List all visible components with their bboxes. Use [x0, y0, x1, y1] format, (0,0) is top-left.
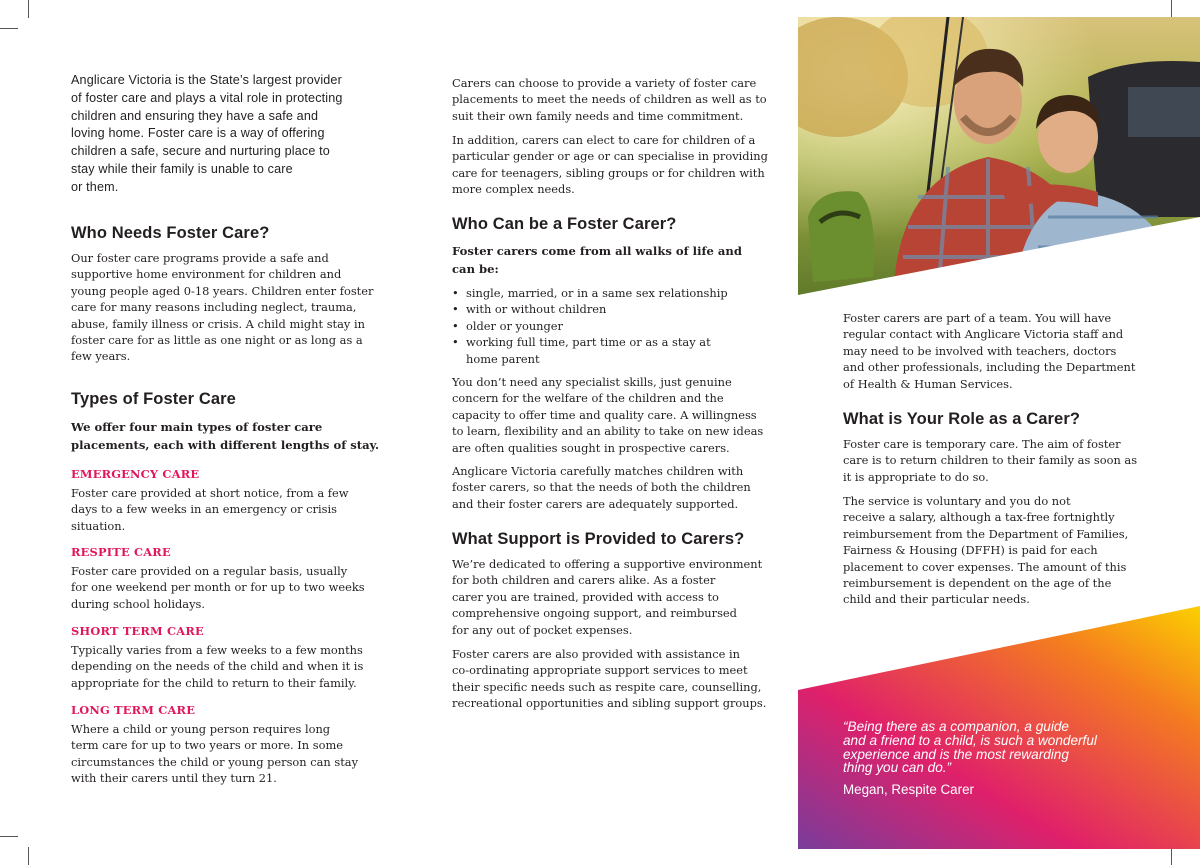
text-line: reimbursement from the Department of Families,	[843, 526, 1129, 541]
list-item	[452, 301, 772, 317]
list-item-text: single, married, or in a same sex relationship	[466, 286, 728, 300]
list-item	[452, 285, 772, 301]
text-line: loving home. Foster care is a way of offering	[71, 126, 325, 141]
quote-line: “Being there as a companion, a guide	[843, 719, 1069, 734]
text-line: abuse, family illness or crisis. A child might stay in	[71, 316, 365, 331]
text-line: Foster carers are also provided with assistance in	[452, 647, 740, 661]
who-can-paragraph-1	[452, 374, 772, 456]
text-line: You don’t need any specialist skills, just genuine	[452, 375, 732, 389]
text-line: care is to return children to their family as soon as	[843, 453, 1138, 468]
text-line: stay while their family is unable to care	[71, 161, 293, 176]
crop-mark	[1171, 847, 1172, 865]
list-item	[452, 334, 772, 367]
text-line: appropriate for the child to return to their family.	[71, 675, 357, 690]
care-type-title: RESPITE CARE	[71, 545, 171, 559]
who-can-list	[452, 285, 772, 367]
text-line: or them.	[71, 179, 119, 194]
care-type-long-term	[71, 702, 381, 787]
text-line: children a safe, secure and nurturing place to	[71, 144, 330, 159]
text-line: more complex needs.	[452, 182, 575, 197]
text-line: Typically varies from a few weeks to a few months	[71, 643, 363, 657]
text-line: recreational opportunities and sibling support groups.	[452, 696, 767, 711]
quote-line: thing you can do.”	[843, 760, 952, 776]
text-line: placements, each with different lengths of stay.	[71, 438, 380, 452]
text-line: to learn, flexibility and an ability to take on new ideas	[452, 424, 764, 439]
text-line: Foster carers are part of a team. You will have	[843, 311, 1112, 325]
text-line: regular contact with Anglicare Victoria staff and	[843, 327, 1124, 342]
text-line: foster care for as little as one night or as long as a	[71, 333, 363, 348]
text-line: Carers can choose to provide a variety of foster care	[452, 76, 757, 90]
choose-paragraph-2	[452, 132, 772, 198]
text-line: few years.	[71, 349, 131, 364]
text-line: reimbursement is dependent on the age of the	[843, 576, 1112, 591]
text-line: with their carers until they turn 21.	[71, 771, 277, 786]
crop-mark	[1171, 0, 1172, 18]
text-line: receive a salary, although a tax-free fortnightly	[843, 510, 1115, 525]
care-type-title: SHORT TERM CARE	[71, 624, 204, 638]
text-line: Where a child or young person requires long	[71, 722, 331, 736]
text-line: Anglicare Victoria carefully matches children with	[452, 464, 744, 478]
text-line: circumstances the child or young person can stay	[71, 754, 359, 769]
crop-mark	[0, 28, 18, 29]
types-heading: Types of Foster Care	[71, 390, 236, 408]
text-line: co-ordinating appropriate support services to meet	[452, 663, 748, 678]
text-line: it is appropriate to do so.	[843, 469, 989, 484]
text-line: young people aged 0-18 years. Children enter foster	[71, 283, 374, 298]
text-line: In addition, carers can elect to care for children of a	[452, 133, 756, 147]
text-line: particular gender or age or can specialise in providing	[452, 149, 768, 164]
text-line: during school holidays.	[71, 596, 205, 611]
text-line: care for many reasons including neglect, trauma,	[71, 300, 357, 315]
text-line: concern for the welfare of the children and the	[452, 391, 724, 406]
text-line: Fairness & Housing (DFFH) is paid for each	[843, 543, 1098, 558]
support-heading: What Support is Provided to Carers?	[452, 530, 745, 548]
quote-text	[843, 720, 1143, 775]
text-line: Our foster care programs provide a safe and	[71, 251, 329, 265]
who-needs-paragraph	[71, 250, 381, 365]
text-line: and their foster carers are adequately supported.	[452, 496, 739, 511]
types-lead	[71, 418, 381, 454]
text-line: situation.	[71, 518, 126, 533]
text-line: are often qualities sought in prospective carers.	[452, 440, 730, 455]
text-line: We’re dedicated to offering a supportive environment	[452, 557, 763, 571]
support-paragraph-1	[452, 556, 772, 638]
text-line: supportive home environment for children and	[71, 267, 342, 282]
care-type-emergency	[71, 466, 381, 534]
text-line: for any out of pocket expenses.	[452, 622, 633, 637]
text-line: Foster care provided at short notice, from a few	[71, 486, 349, 500]
text-line: and other professionals, including the Department	[843, 360, 1136, 375]
who-can-heading: Who Can be a Foster Carer?	[452, 215, 677, 233]
quote-line: experience and is the most rewarding	[843, 746, 1069, 762]
text-line: may need to be involved with teachers, doctors	[843, 343, 1117, 358]
who-needs-heading: Who Needs Foster Care?	[71, 224, 270, 242]
text-line: Foster carers come from all walks of life and	[452, 244, 742, 258]
text-line: for both children and carers alike. As a foster	[452, 573, 716, 588]
who-can-lead	[452, 242, 772, 278]
list-item	[452, 318, 772, 334]
role-paragraph-2	[843, 493, 1163, 608]
role-paragraph-1	[843, 436, 1163, 485]
text-line: suit their own family needs and time commitment.	[452, 108, 744, 123]
list-item-text: with or without children	[466, 302, 607, 317]
crop-mark	[28, 0, 29, 18]
photo-diagonal-edge	[798, 217, 1200, 299]
text-line: of foster care and plays a vital role in protecting	[71, 90, 343, 105]
text-line: placement to cover expenses. The amount of this	[843, 559, 1127, 574]
care-type-title: EMERGENCY CARE	[71, 467, 200, 481]
text-line: for one weekend per month or for up to two weeks	[71, 580, 365, 595]
quote-line: and a friend to a child, is such a wonderful	[843, 732, 1097, 748]
text-line: child and their particular needs.	[843, 592, 1030, 607]
crop-mark	[28, 847, 29, 865]
role-heading: What is Your Role as a Carer?	[843, 410, 1081, 428]
choose-paragraph-1	[452, 75, 772, 124]
text-line: Foster care is temporary care. The aim of foster	[843, 437, 1121, 451]
list-item-text: older or younger	[466, 318, 563, 333]
text-line: care for teenagers, sibling groups or for children with	[452, 165, 765, 180]
text-line: We offer four main types of foster care	[71, 420, 323, 434]
quote-author: Megan, Respite Carer	[843, 782, 974, 797]
care-type-short-term	[71, 623, 381, 691]
text-line: days to a few weeks in an emergency or crisis	[71, 502, 337, 517]
text-line: term care for up to two years or more. In some	[71, 738, 344, 753]
list-item-text: working full time, part time or as a stay at	[466, 335, 711, 350]
text-line: placements to meet the needs of children as well as to	[452, 92, 767, 107]
text-line: depending on the needs of the child and when it is	[71, 659, 364, 674]
text-line: capacity to offer time and quality care. A willingness	[452, 407, 757, 422]
text-line: foster carers, so that the needs of both the children	[452, 480, 751, 495]
text-line: carer you are trained, provided with access to	[452, 589, 719, 604]
text-line: their specific needs such as respite care, counselling,	[452, 679, 762, 694]
text-line: children and ensuring they have a safe and	[71, 108, 319, 123]
support-paragraph-2	[452, 646, 772, 712]
text-line: comprehensive ongoing support, and reimbursed	[452, 606, 737, 621]
intro-paragraph	[71, 72, 371, 197]
text-line: Anglicare Victoria is the State’s largest provider	[71, 73, 342, 87]
crop-mark	[0, 836, 18, 837]
care-type-title: LONG TERM CARE	[71, 703, 196, 717]
text-line: of Health & Human Services.	[843, 376, 1013, 391]
text-line: The service is voluntary and you do not	[843, 494, 1071, 508]
text-line: Foster care provided on a regular basis, usually	[71, 564, 348, 578]
who-can-paragraph-2	[452, 463, 772, 512]
text-line: can be:	[452, 262, 499, 276]
list-item-text: home parent	[466, 351, 540, 366]
team-paragraph	[843, 310, 1163, 392]
care-type-respite	[71, 544, 381, 612]
